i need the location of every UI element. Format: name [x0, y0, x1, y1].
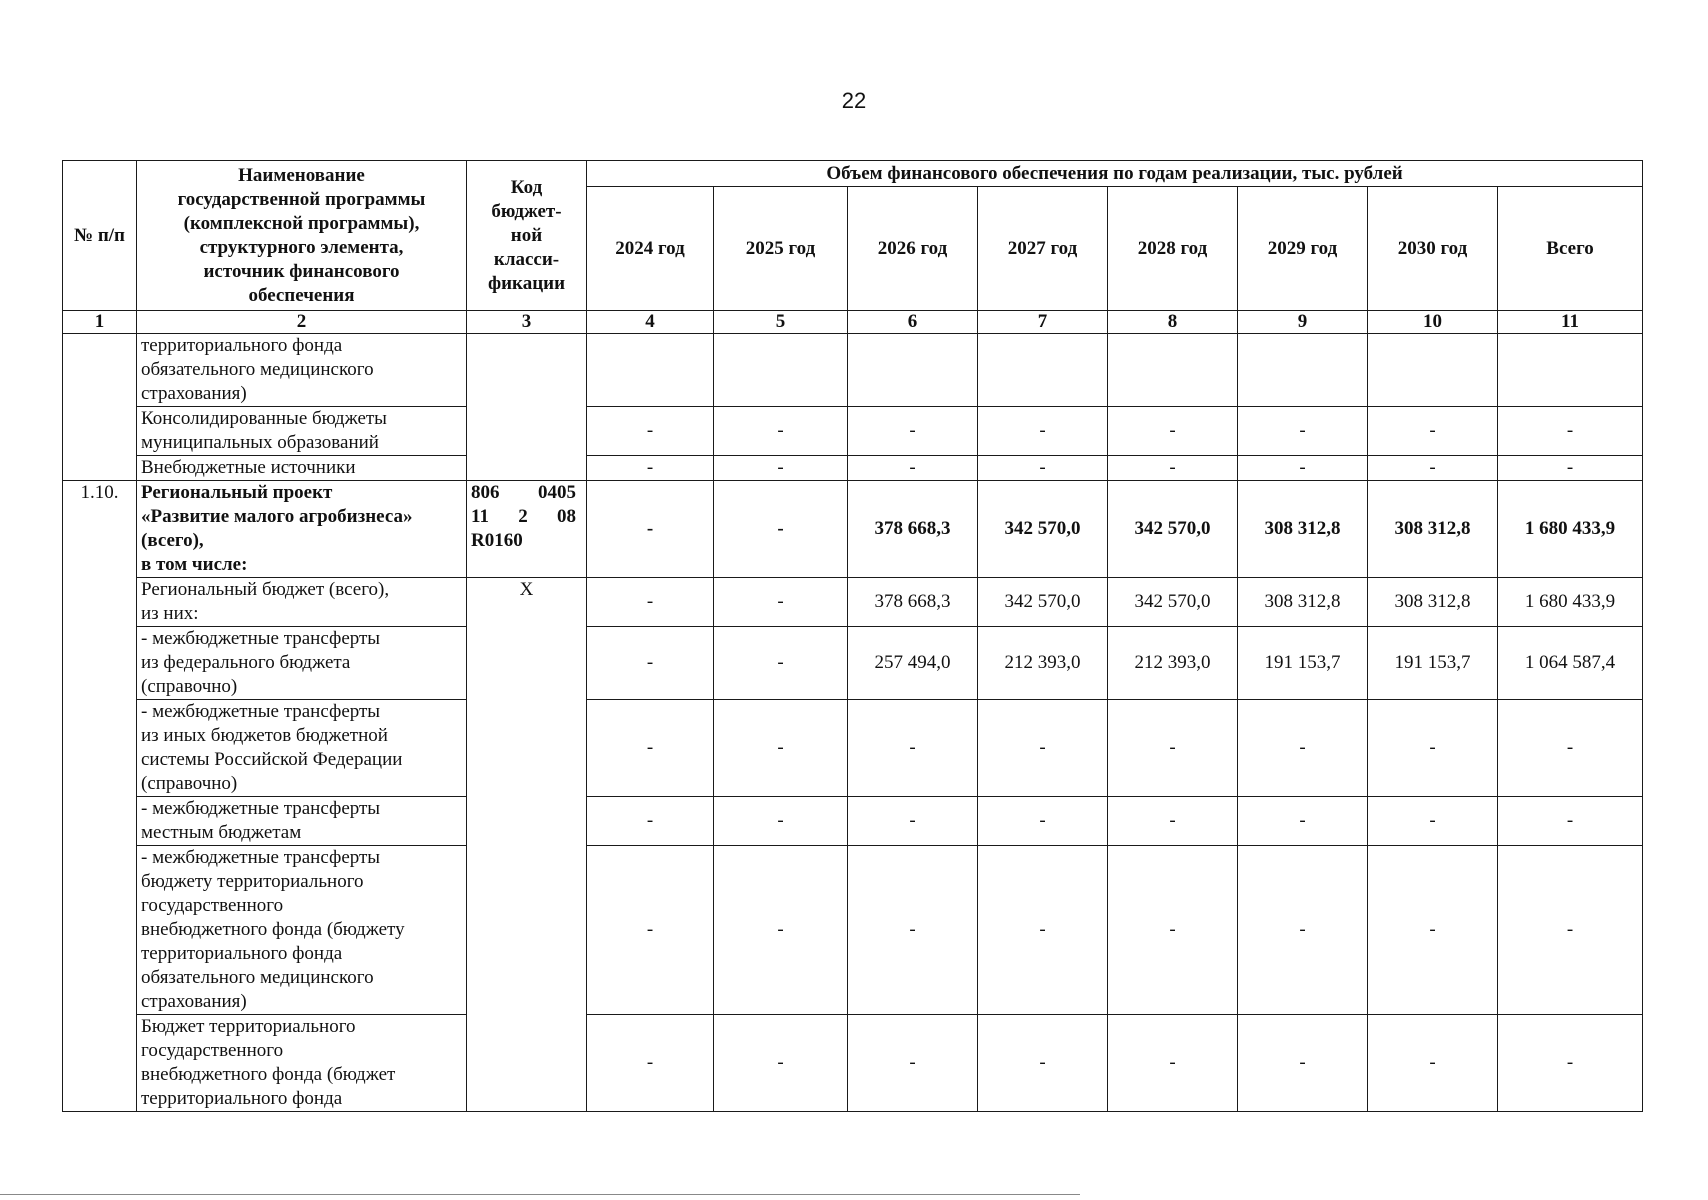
code-part: 0405: [538, 482, 576, 503]
row-name-cell: [137, 481, 467, 578]
header-name-line: обеспечения: [248, 284, 355, 306]
code-part: 08: [556, 506, 576, 527]
value-cell: 1 680 433,9: [1498, 578, 1643, 627]
row-name-line: из федерального бюджета: [141, 652, 351, 673]
value-cell: -: [1498, 456, 1643, 481]
value-cell: -: [587, 481, 714, 578]
value-cell: -: [1368, 456, 1498, 481]
value-cell: -: [1368, 846, 1498, 1015]
table-row: [63, 481, 1643, 578]
value-cell: -: [978, 797, 1108, 846]
value-cell: -: [714, 407, 848, 456]
column-number: 9: [1238, 311, 1368, 334]
value-cell: 342 570,0: [978, 578, 1108, 627]
value-cell: -: [714, 797, 848, 846]
row-name-line: (справочно): [141, 773, 238, 794]
row-name-line: страхования): [141, 383, 247, 404]
header-code-line: Код: [510, 176, 543, 198]
row-name-line: системы Российской Федерации: [141, 749, 403, 770]
header-name-line: источник финансового: [203, 260, 400, 282]
value-cell: -: [587, 456, 714, 481]
value-cell: 308 312,8: [1238, 578, 1368, 627]
header-year: 2029 год: [1238, 187, 1368, 311]
value-cell: [848, 334, 978, 407]
page-number: 22: [841, 88, 867, 113]
table-row: [63, 700, 1643, 797]
row-name-line: в том числе:: [141, 554, 248, 575]
header-year: 2028 год: [1108, 187, 1238, 311]
row-name-cell: [137, 700, 467, 797]
value-cell: [1368, 334, 1498, 407]
value-cell: 308 312,8: [1368, 481, 1498, 578]
value-cell: -: [587, 407, 714, 456]
value-cell: -: [587, 1015, 714, 1112]
row-name-line: территориального фонда: [141, 943, 343, 964]
value-cell: -: [714, 1015, 848, 1112]
header-code-line: фикации: [487, 272, 566, 294]
table-body: [63, 334, 1643, 1112]
table-row: [63, 578, 1643, 627]
value-cell: -: [1108, 846, 1238, 1015]
row-name-line: территориального фонда: [141, 1088, 343, 1109]
value-cell: -: [1498, 700, 1643, 797]
value-cell: -: [1238, 1015, 1368, 1112]
row-name-line: - межбюджетные трансферты: [141, 701, 381, 722]
value-cell: -: [1368, 700, 1498, 797]
header-code-line: класси-: [493, 248, 560, 270]
value-cell: -: [978, 846, 1108, 1015]
row-name-line: обязательного медицинского: [141, 967, 374, 988]
value-cell: -: [848, 407, 978, 456]
bottom-rule: [0, 1194, 1080, 1195]
row-name-line: - межбюджетные трансферты: [141, 798, 381, 819]
value-cell: -: [587, 846, 714, 1015]
value-cell: -: [1108, 700, 1238, 797]
value-cell: -: [1108, 456, 1238, 481]
value-cell: 212 393,0: [1108, 627, 1238, 700]
value-cell: -: [978, 407, 1108, 456]
header-name-line: Наименование: [238, 164, 365, 186]
row-name-line: внебюджетного фонда (бюджет: [141, 1064, 396, 1085]
value-cell: -: [1498, 1015, 1643, 1112]
value-cell: -: [1368, 407, 1498, 456]
header-group-title: Объем финансового обеспечения по годам реализации, тыс. рублей: [587, 161, 1643, 187]
row-name-line: государственного: [141, 1040, 284, 1061]
value-cell: 342 570,0: [1108, 578, 1238, 627]
row-name-line: государственного: [141, 895, 284, 916]
header-year: 2025 год: [714, 187, 848, 311]
column-number: 3: [467, 311, 587, 334]
code-cell: [467, 481, 587, 578]
value-cell: -: [714, 578, 848, 627]
value-cell: -: [714, 700, 848, 797]
column-number: 11: [1498, 311, 1643, 334]
row-name-line: муниципальных образований: [141, 432, 379, 453]
value-cell: -: [848, 456, 978, 481]
column-number: 8: [1108, 311, 1238, 334]
value-cell: 191 153,7: [1238, 627, 1368, 700]
table-row: [63, 456, 1643, 481]
header-num: № п/п: [63, 161, 137, 311]
value-cell: 191 153,7: [1368, 627, 1498, 700]
value-cell: -: [714, 846, 848, 1015]
value-cell: 308 312,8: [1238, 481, 1368, 578]
value-cell: -: [848, 700, 978, 797]
row-name-line: (справочно): [141, 676, 238, 697]
code-line: [471, 529, 582, 553]
row-name-line: - межбюджетные трансферты: [141, 847, 381, 868]
header-code-line: бюджет-: [491, 200, 562, 222]
row-name-line: Региональный бюджет (всего),: [141, 579, 390, 600]
value-cell: -: [848, 797, 978, 846]
row-name-line: Консолидированные бюджеты: [141, 408, 387, 429]
code-line: [471, 505, 582, 529]
value-cell: -: [587, 627, 714, 700]
value-cell: -: [587, 578, 714, 627]
column-number: 2: [137, 311, 467, 334]
header-name-line: структурного элемента,: [199, 236, 404, 258]
value-cell: -: [848, 846, 978, 1015]
value-cell: [978, 334, 1108, 407]
column-number: 6: [848, 311, 978, 334]
header-year: 2030 год: [1368, 187, 1498, 311]
code-part: 2: [518, 506, 528, 527]
value-cell: -: [1368, 797, 1498, 846]
row-name-cell: [137, 797, 467, 846]
row-name-cell: [137, 846, 467, 1015]
header-year: 2027 год: [978, 187, 1108, 311]
value-cell: -: [978, 700, 1108, 797]
value-cell: -: [978, 456, 1108, 481]
row-name-cell: [137, 456, 467, 481]
table-row: [63, 334, 1643, 407]
value-cell: 257 494,0: [848, 627, 978, 700]
column-number: 10: [1368, 311, 1498, 334]
value-cell: -: [848, 1015, 978, 1112]
table-row: [63, 407, 1643, 456]
value-cell: 378 668,3: [848, 481, 978, 578]
header-year: 2024 год: [587, 187, 714, 311]
column-number: 7: [978, 311, 1108, 334]
value-cell: -: [587, 700, 714, 797]
row-name-cell: [137, 407, 467, 456]
header-name-line: государственной программы: [177, 188, 426, 210]
value-cell: -: [714, 627, 848, 700]
row-name-line: внебюджетного фонда (бюджету: [141, 919, 405, 940]
value-cell: -: [1238, 797, 1368, 846]
value-cell: -: [1498, 846, 1643, 1015]
value-cell: -: [1108, 407, 1238, 456]
row-name-line: «Развитие малого агробизнеса»: [141, 506, 413, 527]
value-cell: 1 064 587,4: [1498, 627, 1643, 700]
value-cell: -: [714, 481, 848, 578]
value-cell: 308 312,8: [1368, 578, 1498, 627]
value-cell: [1238, 334, 1368, 407]
value-cell: -: [1498, 407, 1643, 456]
table-row: [63, 797, 1643, 846]
header-name-line: (комплексной программы),: [183, 212, 420, 234]
row-name-cell: [137, 1015, 467, 1112]
value-cell: [1108, 334, 1238, 407]
value-cell: 1 680 433,9: [1498, 481, 1643, 578]
row-name-line: (всего),: [141, 530, 204, 551]
row-name-line: страхования): [141, 991, 247, 1012]
row-name-cell: [137, 578, 467, 627]
value-cell: [587, 334, 714, 407]
row-name-cell: [137, 627, 467, 700]
value-cell: -: [1238, 846, 1368, 1015]
row-name-line: из них:: [141, 603, 199, 624]
row-name-line: из иных бюджетов бюджетной: [141, 725, 388, 746]
row-name-line: территориального фонда: [141, 335, 343, 356]
table-row: [63, 846, 1643, 1015]
column-number: 5: [714, 311, 848, 334]
code-part: R0160: [471, 530, 523, 551]
header-name: [137, 161, 467, 311]
value-cell: 212 393,0: [978, 627, 1108, 700]
header-year: 2026 год: [848, 187, 978, 311]
row-name-line: Региональный проект: [141, 482, 333, 503]
value-cell: -: [978, 1015, 1108, 1112]
code-part: 11: [471, 506, 489, 527]
row-name-line: - межбюджетные трансферты: [141, 628, 381, 649]
row-name-line: обязательного медицинского: [141, 359, 374, 380]
code-cell: [467, 334, 587, 481]
row-name-line: Бюджет территориального: [141, 1016, 356, 1037]
value-cell: -: [1498, 797, 1643, 846]
value-cell: 378 668,3: [848, 578, 978, 627]
code-part: 806: [471, 482, 500, 503]
value-cell: [1498, 334, 1643, 407]
table-row: [63, 1015, 1643, 1112]
column-number: 1: [63, 311, 137, 334]
value-cell: -: [1368, 1015, 1498, 1112]
row-index-cell: [63, 334, 137, 481]
header-year: Всего: [1498, 187, 1643, 311]
value-cell: -: [1238, 700, 1368, 797]
row-name-line: местным бюджетам: [141, 822, 302, 843]
table-header: [63, 161, 1643, 334]
row-index-cell: 1.10.: [63, 481, 137, 1112]
value-cell: -: [1108, 797, 1238, 846]
value-cell: 342 570,0: [1108, 481, 1238, 578]
row-name-cell: [137, 334, 467, 407]
header-code: [467, 161, 587, 311]
row-name-line: бюджету территориального: [141, 871, 364, 892]
table-row: [63, 627, 1643, 700]
budget-table: [62, 160, 1643, 1112]
value-cell: -: [1238, 407, 1368, 456]
row-name-line: Внебюджетные источники: [141, 457, 356, 478]
code-line: [471, 481, 582, 505]
value-cell: -: [1238, 456, 1368, 481]
value-cell: [714, 334, 848, 407]
code-cell: X: [467, 578, 587, 1112]
value-cell: 342 570,0: [978, 481, 1108, 578]
header-code-line: ной: [510, 224, 543, 246]
column-number: 4: [587, 311, 714, 334]
value-cell: -: [587, 797, 714, 846]
value-cell: -: [1108, 1015, 1238, 1112]
value-cell: -: [714, 456, 848, 481]
